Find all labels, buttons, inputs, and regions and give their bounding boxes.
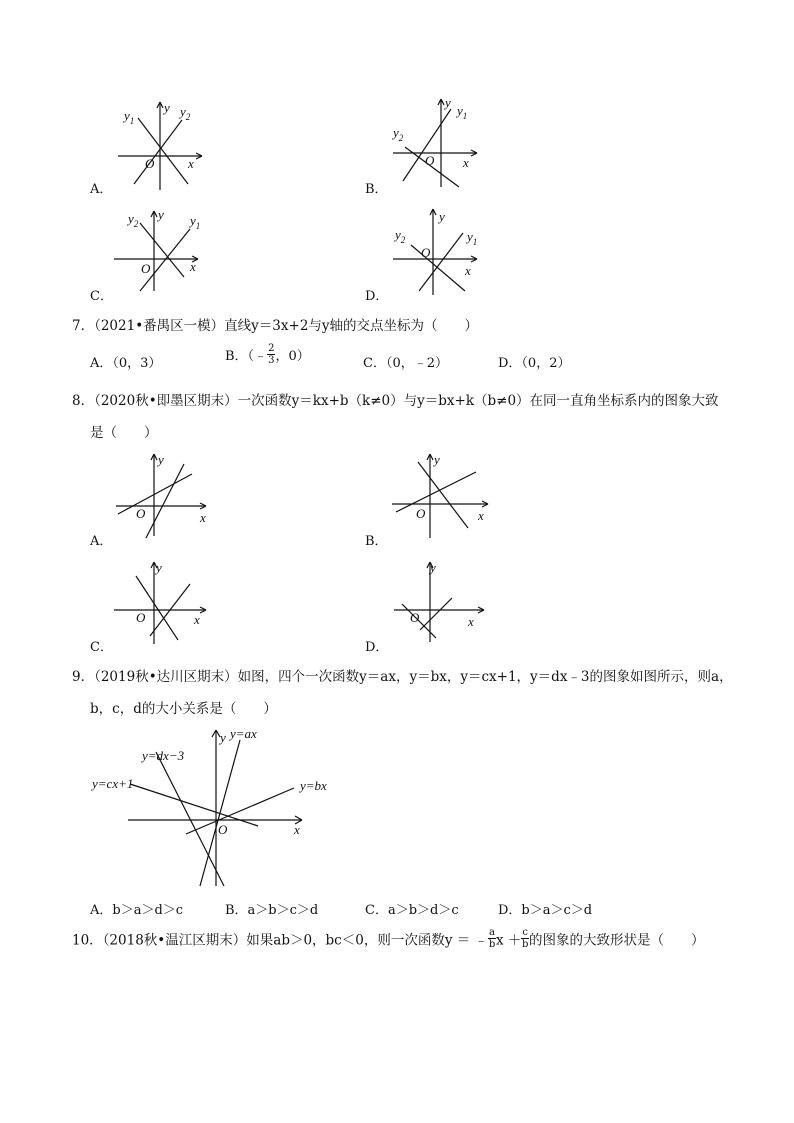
q8b-origin: O: [416, 506, 426, 521]
q6-option-a: A．: [90, 182, 113, 197]
q6a-y2-label: $y_2$: [180, 104, 191, 122]
q8d-origin: O: [410, 610, 420, 625]
q6d-y1-label: $y_1$: [467, 229, 478, 247]
q6c-x-label: x: [190, 259, 196, 274]
q7-question: [72, 314, 478, 334]
q6c-origin: O: [141, 261, 151, 276]
q6-option-c: C．: [90, 289, 113, 304]
q6-graph-a: [110, 98, 210, 193]
q9-y-label: y: [220, 730, 226, 745]
q8-source: （2020秋•即墨区期末）: [94, 393, 238, 409]
q7-number: 7．: [72, 318, 95, 334]
q6-graph-c: [108, 205, 208, 295]
q9-x-label: x: [294, 822, 300, 837]
q10-stem-post: 的图象的大致形状是（ ）: [529, 932, 705, 949]
q6a-y-label: y: [164, 100, 170, 115]
q8-option-a: A．: [90, 534, 113, 549]
q8b-y-label: y: [434, 452, 440, 467]
q6c-y1-label: $y_1$: [190, 213, 201, 231]
q6-graph-b: [385, 95, 485, 190]
q9-option-c: C．a＞b＞d＞c: [365, 903, 459, 918]
q8a-x-label: x: [200, 510, 206, 525]
q6b-y1-label: $y_1$: [457, 103, 468, 121]
q6d-y2-label: $y_2$: [395, 227, 406, 245]
q6d-x-label: x: [465, 263, 471, 278]
q7-option-b-fraction: $\frac{2}{3}$: [268, 343, 275, 366]
q6a-x-label: x: [188, 156, 194, 171]
q7-source: （2021•番禺区一模）: [94, 318, 225, 334]
q6a-origin: O: [145, 156, 155, 171]
q7-option-d: D．（0，2）: [498, 356, 571, 371]
q8d-x-label: x: [468, 614, 474, 629]
q6-option-d: D．: [365, 289, 389, 304]
q7-stem: 直线y＝3x+2与y轴的交点坐标为（ ）: [224, 318, 479, 334]
q8-option-b: B．: [365, 534, 388, 549]
q10-fraction-c-b: $\frac{c}{b}$: [522, 927, 529, 950]
q8-graph-d: [390, 558, 490, 648]
q10-stem-pre: 如果ab＞0，bc＜0，则一次函数y ＝ ﹣: [246, 932, 489, 949]
q10-stem-mid: x ＋: [496, 932, 522, 949]
q10-source: （2018秋•温江区期末）: [102, 932, 247, 949]
q8d-y-label: y: [430, 560, 436, 575]
q6d-origin: O: [421, 245, 431, 260]
q7-option-b: B．（﹣ $\frac{2}{3}$ ，0）: [225, 343, 310, 366]
q8-graph-a: [112, 450, 212, 540]
q10-question: [72, 927, 705, 950]
q8c-x-label: x: [194, 612, 200, 627]
q8-graph-c: [110, 558, 210, 648]
q9-number: 9．: [72, 669, 95, 685]
q9-option-d: D．b＞a＞c＞d: [498, 903, 593, 918]
q8a-y-label: y: [158, 452, 164, 467]
q9-label-ax: y=ax: [230, 726, 257, 741]
q6-graph-d: [385, 205, 485, 300]
q8-question-line2: 是（ ）: [90, 425, 158, 441]
q6a-y1-label: $y_1$: [124, 108, 135, 126]
q8a-origin: O: [136, 506, 146, 521]
q6d-y-label: y: [439, 209, 445, 224]
q8-graph-b: [388, 450, 494, 540]
q9-origin: O: [218, 822, 228, 837]
q7-option-a: A．（0，3）: [90, 356, 162, 371]
q9-option-b: B．a＞b＞c＞d: [225, 903, 319, 918]
q9-source: （2019秋•达川区期末）: [94, 669, 238, 685]
q6b-x-label: x: [463, 155, 469, 170]
q9-option-a: A．b＞a＞d＞c: [90, 903, 184, 918]
q8b-x-label: x: [478, 508, 484, 523]
q8c-y-label: y: [156, 560, 162, 575]
q9-label-bx: y=bx: [300, 778, 327, 793]
q6b-y-label: y: [445, 95, 451, 110]
q6c-y2-label: $y_2$: [128, 211, 139, 229]
q8c-origin: O: [136, 610, 146, 625]
q8-number: 8．: [72, 393, 95, 409]
q9-label-cx: y=cx+1: [92, 776, 134, 791]
q10-number: 10．: [72, 932, 103, 949]
q10-fraction-a-b: $\frac{a}{b}$: [488, 927, 496, 950]
q9-question-line2: b，c，d的大小关系是（ ）: [90, 701, 277, 717]
q8-stem: 一次函数y＝kx+b（k≠0）与y＝bx+k（b≠0）在同一直角坐标系内的图象大致: [237, 393, 719, 409]
q6c-y-label: y: [158, 207, 164, 222]
q8-option-d: D．: [365, 640, 389, 655]
q9-stem: 如图，四个一次函数y＝ax，y＝bx，y＝cx+1，y＝dx﹣3的图象如图所示，则a，: [237, 669, 733, 685]
q6b-origin: O: [425, 153, 435, 168]
q7-option-c: C．（0，﹣2）: [363, 356, 448, 371]
q8-question-line1: [72, 389, 719, 409]
q8-option-c: C．: [90, 640, 113, 655]
q9-graph: [88, 722, 327, 892]
q6b-y2-label: $y_2$: [393, 125, 404, 143]
q9-label-dx: y=dx−3: [142, 748, 185, 763]
q9-question-line1: [72, 665, 733, 685]
q6-option-b: B．: [365, 182, 388, 197]
